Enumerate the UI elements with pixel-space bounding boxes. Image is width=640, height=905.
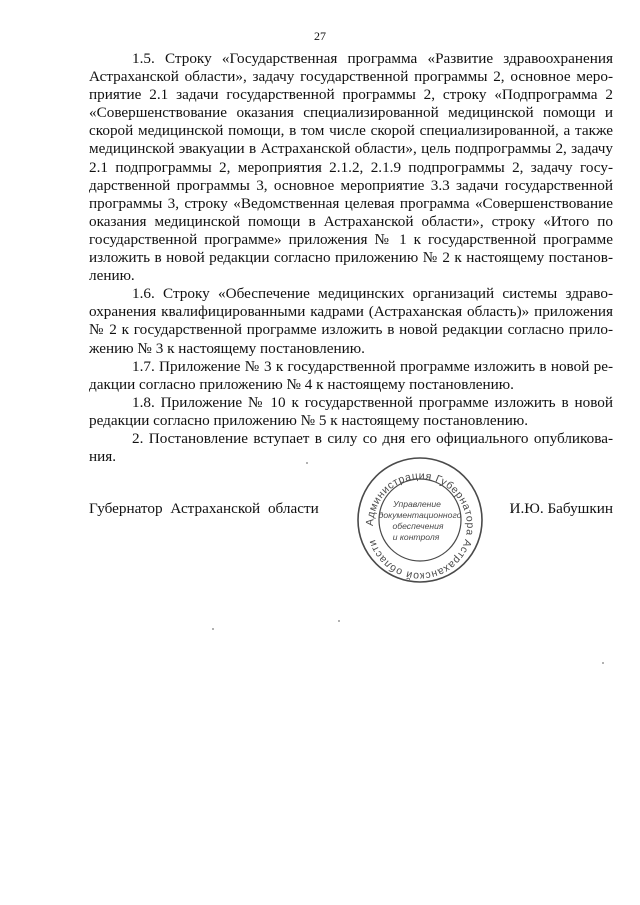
document-body bbox=[89, 50, 613, 466]
stamp-ring-text: Администрация Губернатора Астраханской области bbox=[363, 469, 477, 583]
paragraph-1-5: 1.5. Строку «Государственная программа «Развитие здравоохранения Астраханской области», задачу государственной программы 2, основное мероприятие 2.1 задачи государственной программы 2, строку «Подпрограмма 2 «Совершенствование оказания специализированной медицинской помощи и скорой медицинской помощи, в том числе скорой специализированной, а также медицинской эвакуации в Астраханской области», цель подпрограммы 2, задачу 2.1 подпрограммы 2, мероприятия 2.1.2, 2.1.9 подпрограммы 2, задачу государственной программы 3, основное мероприятие 3.3 задачи государственной программы 3, строку «Ведомственная целевая программа «Совершенствование оказания медицинской помощи в Астраханской области», строку «Итого по государственной программе» приложения № 1 к государственной программе изложить в новой редакции согласно приложению № 2 к настоящему постановлению. bbox=[89, 50, 613, 285]
scan-speck bbox=[338, 620, 340, 622]
paragraph-1-8: 1.8. Приложение № 10 к государственной программе изложить в новой редакции согласно приложению № 5 к настоящему постановлению. bbox=[89, 393, 613, 429]
scan-speck bbox=[306, 462, 308, 464]
signer-title: Губернатор Астраханской области bbox=[89, 500, 319, 517]
signer-name: И.Ю. Бабушкин bbox=[509, 500, 613, 517]
paragraph-2: 2. Постановление вступает в силу со дня его официального опубликования. bbox=[89, 429, 613, 466]
stamp-inner-line: обеспечения bbox=[392, 521, 444, 531]
official-stamp bbox=[355, 455, 485, 585]
stamp-inner-line: и контроля bbox=[392, 532, 440, 542]
scan-speck bbox=[212, 628, 214, 630]
stamp-inner-line: Управление bbox=[393, 499, 441, 509]
stamp-inner-line: документационного bbox=[378, 510, 462, 520]
paragraph-1-7: 1.7. Приложение № 3 к государственной программе изложить в новой редакции согласно приложению № 4 к настоящему постановлению. bbox=[89, 357, 613, 393]
signature-block bbox=[89, 500, 613, 524]
scan-speck bbox=[602, 662, 604, 664]
page-number: 27 bbox=[314, 29, 326, 43]
paragraph-1-6: 1.6. Строку «Обеспечение медицинских организаций системы здравоохранения квалифицированными кадрами (Астраханская область)» приложения № 2 к государственной программе изложить в новой редакции согласно приложению № 3 к настоящему постановлению. bbox=[89, 285, 613, 357]
